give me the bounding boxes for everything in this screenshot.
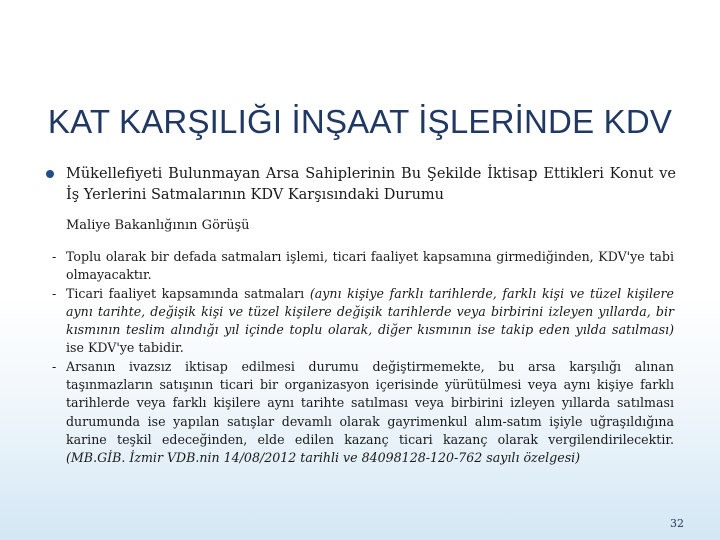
bullet-dot-icon — [46, 170, 54, 178]
paragraph-2-end: ise KDV'ye tabidir. — [66, 340, 184, 356]
bullet-item — [46, 164, 676, 206]
dash-marker: - — [52, 285, 57, 301]
page-number: 32 — [670, 517, 684, 530]
paragraph-2-start: Ticari faaliyet kapsamında satmaları — [66, 285, 305, 301]
paragraph-2-italic: (aynı kişiye farklı tarihlerde, farklı kişi ve tüzel kişilere aynı tarihte, değişik kişi ve tüzel kişilere değişik tarihlerde veya birbirini izleyen yıllarda, bir kısmının teslim alındığı yıl içinde toplu olarak, diğer kısmının ise takip eden yılda satılması) — [66, 285, 674, 338]
paragraph-3 — [52, 358, 674, 468]
paragraph-3-text: Arsanın ivazsız iktisap edilmesi durumu değiştirmemekte, bu arsa karşılığı alınan taşınmazların satışının ticari bir organizasyon içerisinde yürütülmesi veya aynı kişiye farklı tarihlerde veya farklı kişilere aynı tarihte satılması veya birbirini izleyen yıllarda satılması durumunda ise yapılan satışlar devamlı olarak gayrimenkul alım-satım işiyle uğraşıldığına karine teşkil edeceğinden, elde edilen kazanç ticari kazanç olarak vergilendirilecektir. — [66, 358, 674, 447]
paragraph-3-citation: (MB.GİB. İzmir VDB.nin 14/08/2012 tarihli ve 84098128-120-762 sayılı özelgesi) — [66, 450, 581, 466]
body-text — [52, 248, 674, 468]
paragraph-2 — [52, 285, 674, 358]
dash-marker: - — [52, 249, 57, 264]
slide-title: KAT KARŞILIĞI İNŞAAT İŞLERİNDE KDV — [47, 103, 673, 140]
paragraph-1 — [52, 248, 674, 285]
dash-marker: - — [52, 358, 57, 374]
subheading: Maliye Bakanlığının Görüşü — [66, 218, 250, 233]
paragraph-1-text: Toplu olarak bir defada satmaları işlemi, ticari faaliyet kapsamına girmediğinden, KDV'ye tabi olmayacaktır. — [66, 249, 674, 283]
bullet-text: Mükellefiyeti Bulunmayan Arsa Sahiplerinin Bu Şekilde İktisap Ettikleri Konut ve İş Yerlerini Satmalarının KDV Karşısındaki Durumu — [66, 166, 676, 203]
